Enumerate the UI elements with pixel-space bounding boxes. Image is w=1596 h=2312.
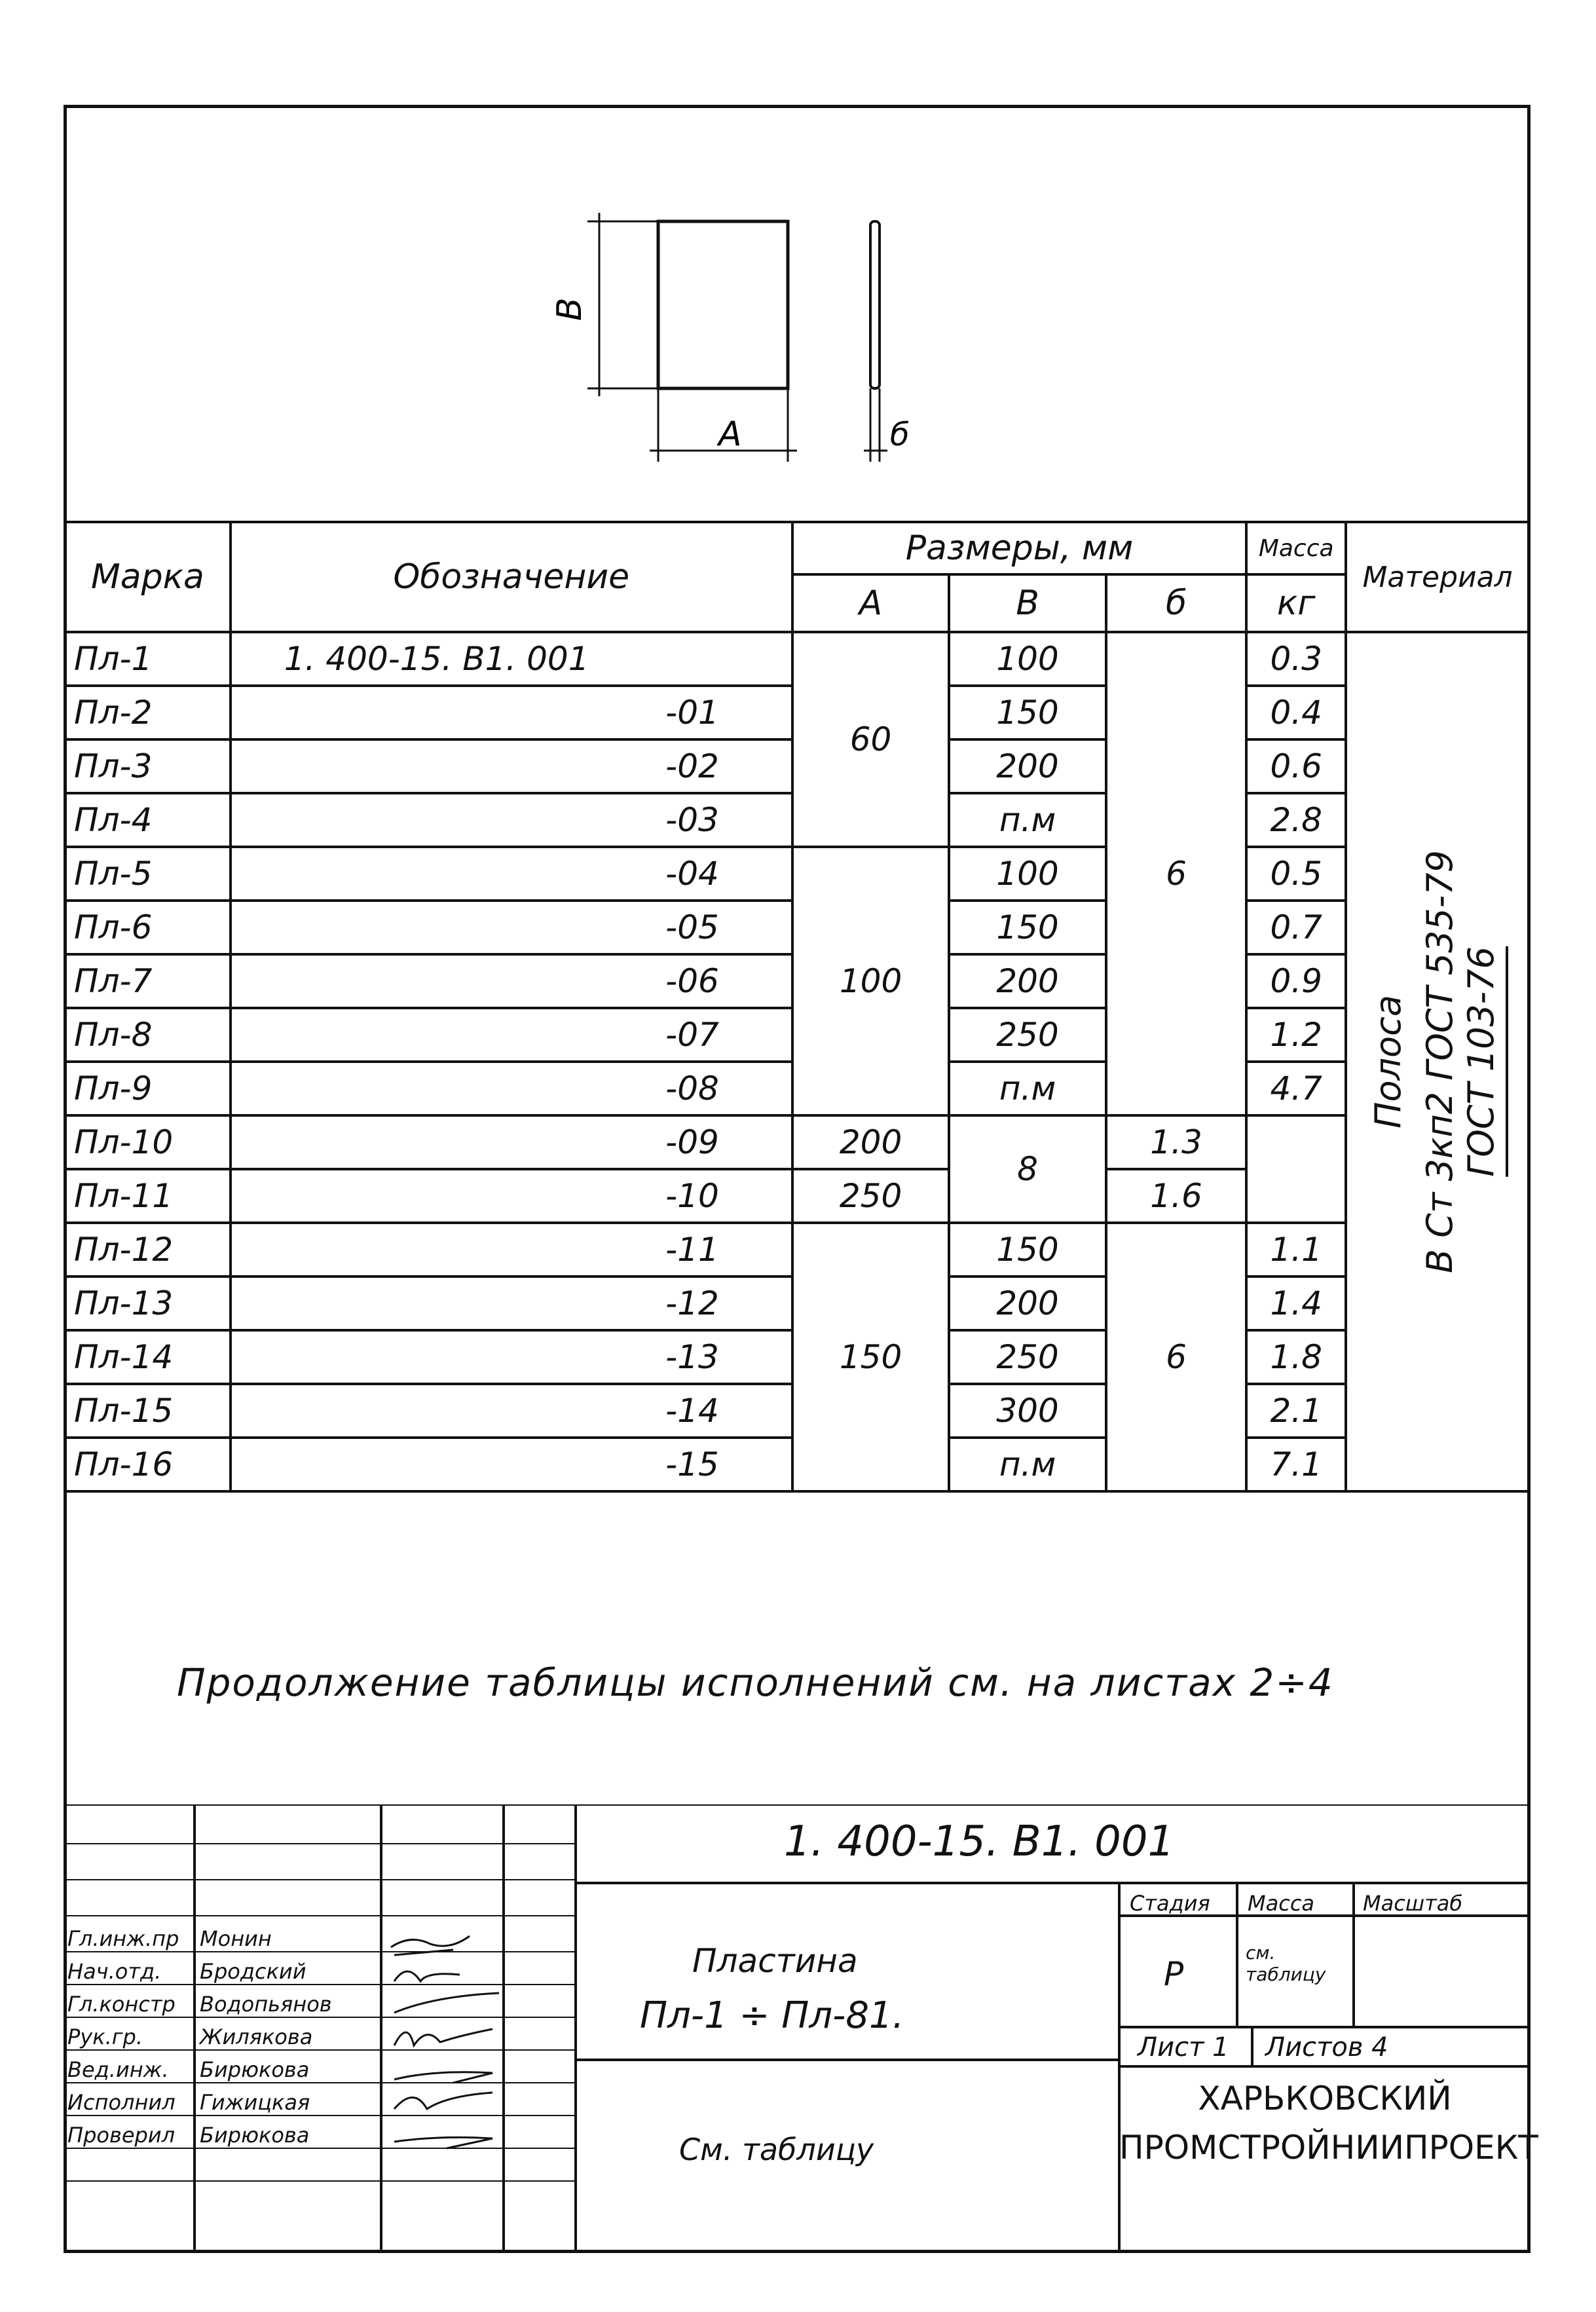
row-mass: 1.8 (1246, 1330, 1346, 1384)
row-mark: Пл-4 (65, 793, 231, 847)
scale-label: Масштаб (1363, 1891, 1463, 1916)
material-standard: ГОСТ 103-76 (1460, 946, 1508, 1177)
mass-value: см. таблицу (1246, 1942, 1326, 1985)
mass-label: Масса (1248, 1891, 1315, 1916)
row-designation: -08 (231, 1062, 792, 1115)
row-mass: 4.7 (1246, 1062, 1346, 1115)
person-name: Водопьянов (200, 1992, 332, 2017)
product-range: Пл-1 ÷ Пл-81. (640, 1994, 904, 2037)
row-designation: -03 (231, 793, 792, 847)
header-size-t: б (1106, 574, 1247, 632)
dim-a-label: А (718, 415, 742, 454)
table-row (65, 1169, 1529, 1223)
row-size-b: 250 (792, 1169, 949, 1223)
row-size-b: 300 (949, 1384, 1105, 1438)
person-name: Бродский (200, 1959, 306, 1984)
dim-b-label: В (550, 297, 589, 321)
row-size-b: 200 (949, 739, 1105, 793)
row-size-b: 150 (949, 1223, 1105, 1277)
row-size-b: 200 (949, 954, 1105, 1008)
person-name: Гижицкая (200, 2090, 310, 2115)
material-ref: См. таблицу (679, 2132, 874, 2167)
row-mass: 0.3 (1246, 632, 1346, 686)
role-label: Нач.отд. (67, 1959, 162, 1984)
size-t-group: 6 (1106, 1223, 1247, 1491)
plate-side-view (870, 221, 880, 388)
role-label: Проверил (67, 2123, 176, 2148)
row-size-b: 200 (792, 1115, 949, 1169)
row-mass: 0.7 (1246, 901, 1346, 954)
row-size-b: п.м (949, 1062, 1105, 1115)
row-mass: 1.3 (1106, 1115, 1247, 1169)
material-grade: В Ст 3кп2 ГОСТ 535-79 (1419, 849, 1460, 1274)
row-mark: Пл-16 (65, 1438, 231, 1491)
row-designation: -12 (231, 1277, 792, 1330)
stage-value: Р (1164, 1955, 1184, 1993)
person-name: Бирюкова (200, 2123, 310, 2148)
row-size-b: 100 (949, 632, 1105, 686)
row-mark: Пл-7 (65, 954, 231, 1008)
row-designation: -06 (231, 954, 792, 1008)
role-label: Гл.констр (67, 1992, 176, 2017)
row-size-b: 250 (949, 1008, 1105, 1062)
row-mark: Пл-2 (65, 686, 231, 739)
row-size-b: 150 (949, 901, 1105, 954)
row-mark: Пл-13 (65, 1277, 231, 1330)
table-row (65, 847, 1529, 901)
row-designation: -15 (231, 1438, 792, 1491)
row-designation: -02 (231, 739, 792, 793)
plate-sketch (64, 105, 1531, 524)
row-mass: 1.1 (1246, 1223, 1346, 1277)
row-designation: -04 (231, 847, 792, 901)
row-size-b: п.м (949, 793, 1105, 847)
org-line1: ХАРЬКОВСКИЙ (1198, 2079, 1452, 2117)
material-cell (1346, 632, 1529, 1491)
row-mark: Пл-5 (65, 847, 231, 901)
size-t-group: 6 (1106, 632, 1247, 1115)
role-label: Исполнил (67, 2090, 176, 2115)
person-name: Монин (200, 1926, 272, 1951)
header-designation: Обозначение (231, 522, 792, 632)
product-name: Пластина (692, 1942, 858, 1980)
header-size-b: В (949, 574, 1105, 632)
continuation-note: Продолжение таблицы исполнений см. на листах 2÷4 (177, 1660, 1334, 1705)
row-mark: Пл-10 (65, 1115, 231, 1169)
row-mass: 0.9 (1246, 954, 1346, 1008)
row-mark: Пл-6 (65, 901, 231, 954)
row-designation: -14 (231, 1384, 792, 1438)
row-designation: -09 (231, 1115, 792, 1169)
title-block (64, 1804, 1538, 2253)
person-name: Бирюкова (200, 2057, 310, 2082)
row-mass: 7.1 (1246, 1438, 1346, 1491)
row-designation: -05 (231, 901, 792, 954)
row-mark: Пл-11 (65, 1169, 231, 1223)
header-material: Материал (1346, 522, 1529, 632)
row-designation: -10 (231, 1169, 792, 1223)
row-size-b: 250 (949, 1330, 1105, 1384)
sheets-label: Листов 4 (1265, 2032, 1388, 2062)
header-mark: Марка (65, 522, 231, 632)
material-word: Полоса (1367, 995, 1409, 1128)
size-a-group: 150 (792, 1223, 949, 1491)
header-sizes: Размеры, мм (792, 522, 1246, 574)
row-size-b: 150 (949, 686, 1105, 739)
stage-label: Стадия (1130, 1891, 1210, 1916)
person-name: Жилякова (200, 2024, 313, 2049)
row-designation: -11 (231, 1223, 792, 1277)
doc-code: 1. 400-15. В1. 001 (784, 1818, 1175, 1866)
signatures (391, 1936, 499, 2148)
row-size-b: п.м (949, 1438, 1105, 1491)
sheet-label: Лист 1 (1138, 2032, 1229, 2062)
role-label: Вед.инж. (67, 2057, 169, 2082)
row-mark: Пл-8 (65, 1008, 231, 1062)
header-mass-unit: кг (1246, 574, 1346, 632)
row-mass: 2.1 (1246, 1384, 1346, 1438)
row-designation: -07 (231, 1008, 792, 1062)
row-mass: 1.6 (1106, 1169, 1247, 1223)
row-designation: -01 (231, 686, 792, 739)
table-row (65, 632, 1529, 686)
plate-front-view (658, 221, 788, 388)
org-line2: ПРОМСТРОЙНИИПРОЕКТ (1119, 2129, 1538, 2167)
header-size-a: А (792, 574, 949, 632)
table-row (65, 1223, 1529, 1277)
row-mass: 0.4 (1246, 686, 1346, 739)
row-mass: 1.2 (1246, 1008, 1346, 1062)
size-a-group: 60 (792, 632, 949, 847)
row-size-b: 100 (949, 847, 1105, 901)
size-t-group: 8 (949, 1115, 1105, 1223)
header-mass: Масса (1246, 522, 1346, 574)
row-mass: 1.4 (1246, 1277, 1346, 1330)
row-size-b: 200 (949, 1277, 1105, 1330)
dim-thickness-label: б (890, 417, 910, 453)
row-designation: -13 (231, 1330, 792, 1384)
row-mark: Пл-9 (65, 1062, 231, 1115)
role-label: Рук.гр. (67, 2024, 143, 2049)
size-a-group: 100 (792, 847, 949, 1115)
row-mark: Пл-14 (65, 1330, 231, 1384)
row-mark: Пл-3 (65, 739, 231, 793)
row-mark: Пл-1 (65, 632, 231, 686)
row-mass: 0.6 (1246, 739, 1346, 793)
row-mass: 0.5 (1246, 847, 1346, 901)
row-mark: Пл-12 (65, 1223, 231, 1277)
table-row (65, 1115, 1529, 1169)
specification-table (64, 521, 1531, 1493)
row-mark: Пл-15 (65, 1384, 231, 1438)
row-mass: 2.8 (1246, 793, 1346, 847)
role-label: Гл.инж.пр (67, 1926, 179, 1951)
row-designation: 1. 400-15. В1. 001 (231, 632, 792, 686)
